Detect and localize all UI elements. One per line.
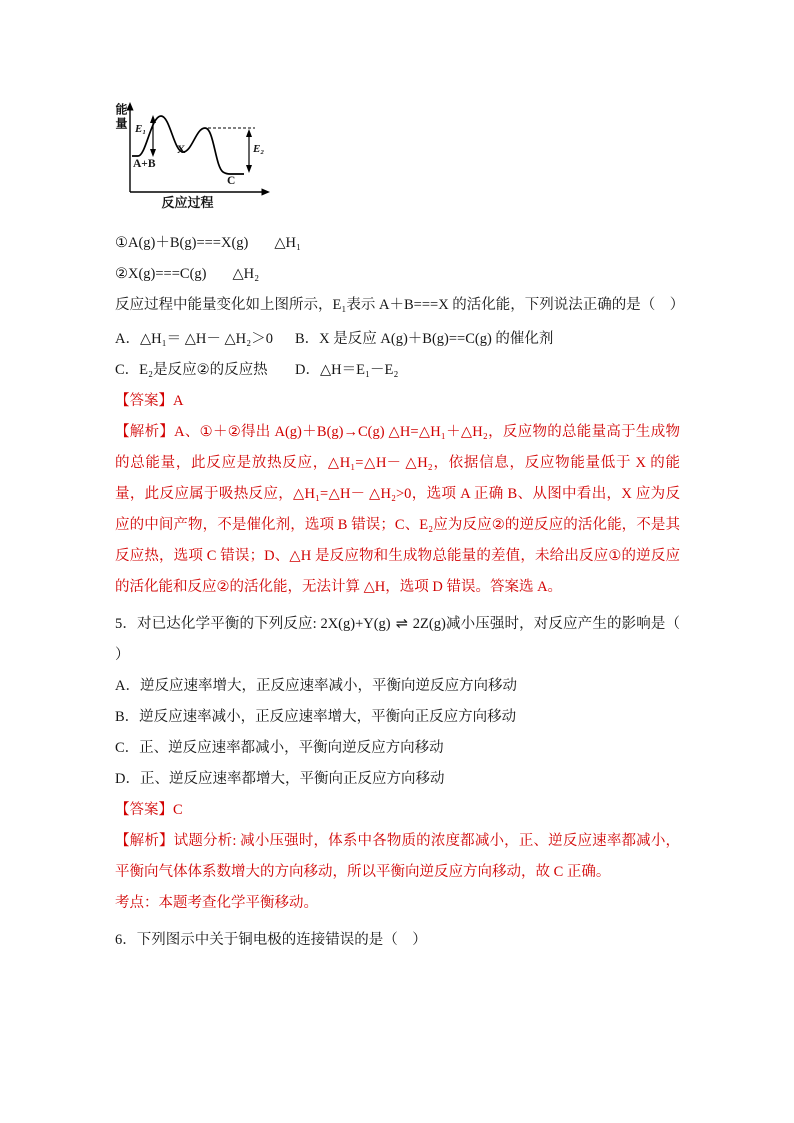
q5-option-c: C．正、逆反应速率都减小，平衡向逆反应方向移动: [115, 740, 444, 756]
diagram-e1-label: E₁: [135, 123, 147, 135]
equation-2-formula: ②X(g)===C(g): [115, 266, 207, 282]
q6-stem: 6．下列图示中关于铜电极的连接错误的是（ ）: [115, 932, 427, 948]
diagram-y-axis-label: 能量: [114, 103, 128, 131]
equation-1-formula: ①A(g)＋B(g)===X(g): [115, 235, 249, 251]
diagram-x-axis-label: 反应过程: [161, 195, 214, 210]
q4-stem: 反应过程中能量变化如上图所示，E₁表示 A＋B===X 的活化能，下列说法正确的是（ ）: [115, 297, 685, 313]
q4-option-c: C．E₂是反应②的反应热: [115, 362, 268, 378]
q4-answer: 【答案】A: [115, 393, 184, 409]
q5-option-a: A．逆反应速率增大，正反应速率减小，平衡向逆反应方向移动: [115, 678, 517, 694]
equation-2-enthalpy: △H₂: [232, 266, 260, 282]
q4-option-a: A．△H₁＝ △H－ △H₂＞0: [115, 331, 273, 347]
equation-2: [115, 259, 680, 290]
q4-analysis: 【解析】A、①＋②得出 A(g)＋B(g)→C(g) △H=△H₁＋△H₂，反应物的总能量高于生成物的总能量，此反应是放热反应，△H₁=△H－ △H₂，依据信息，反应物能量低于 X 的能量，此反应属于吸热反应，△H₁=△H－ △H₂>0，选项 A 正确 B、从图中看出，X 应为反应的中间产物，不是催化剂，选项 B 错误；C、E₂应为反应②的逆反应的活化能，不是其反应热，选项 C 错误；D、△H 是反应物和生成物总能量的差值，未给出反应①的逆反应的活化能和反应②的活化能，无法计算 △H，选项 D 错误。答案选 A。: [115, 424, 680, 595]
energy-diagram: [115, 100, 277, 214]
q4-option-b: B．X 是反应 A(g)＋B(g)==C(g) 的催化剂: [295, 331, 554, 347]
diagram-reactants-label: A+B: [133, 158, 156, 170]
q5-option-d: D．正、逆反应速率都增大，平衡向正反应方向移动: [115, 771, 445, 787]
q5-exam-point: 考点：本题考查化学平衡移动。: [115, 895, 318, 911]
q5-stem-post: 2Z(g)减小压强时，对反应产生的影响是（ ）: [115, 616, 680, 663]
q5-stem: [115, 609, 680, 671]
equilibrium-icon: ⇌: [395, 616, 408, 632]
q5-analysis: 【解析】试题分析: 减小压强时，体系中各物质的浓度都减小，正、逆反应速率都减小，平衡向气体体系数增大的方向移动，所以平衡向逆反应方向移动，故 C 正确。: [115, 833, 680, 880]
q4-options-row-cd: [115, 355, 680, 386]
equation-1: [115, 228, 680, 259]
q5-stem-pre: 5．对已达化学平衡的下列反应: 2X(g)+Y(g): [115, 616, 391, 632]
q4-option-d: D．△H＝E₁－E₂: [295, 362, 399, 378]
diagram-intermediate-label: X: [177, 144, 186, 156]
q5-answer: 【答案】C: [115, 802, 183, 818]
q4-options-row-ab: [115, 324, 680, 355]
diagram-e2-label: E₂: [253, 143, 265, 155]
diagram-product-label: C: [227, 175, 236, 187]
equation-1-enthalpy: △H₁: [274, 235, 302, 251]
q5-option-b: B．逆反应速率减小，正反应速率增大，平衡向正反应方向移动: [115, 709, 517, 725]
